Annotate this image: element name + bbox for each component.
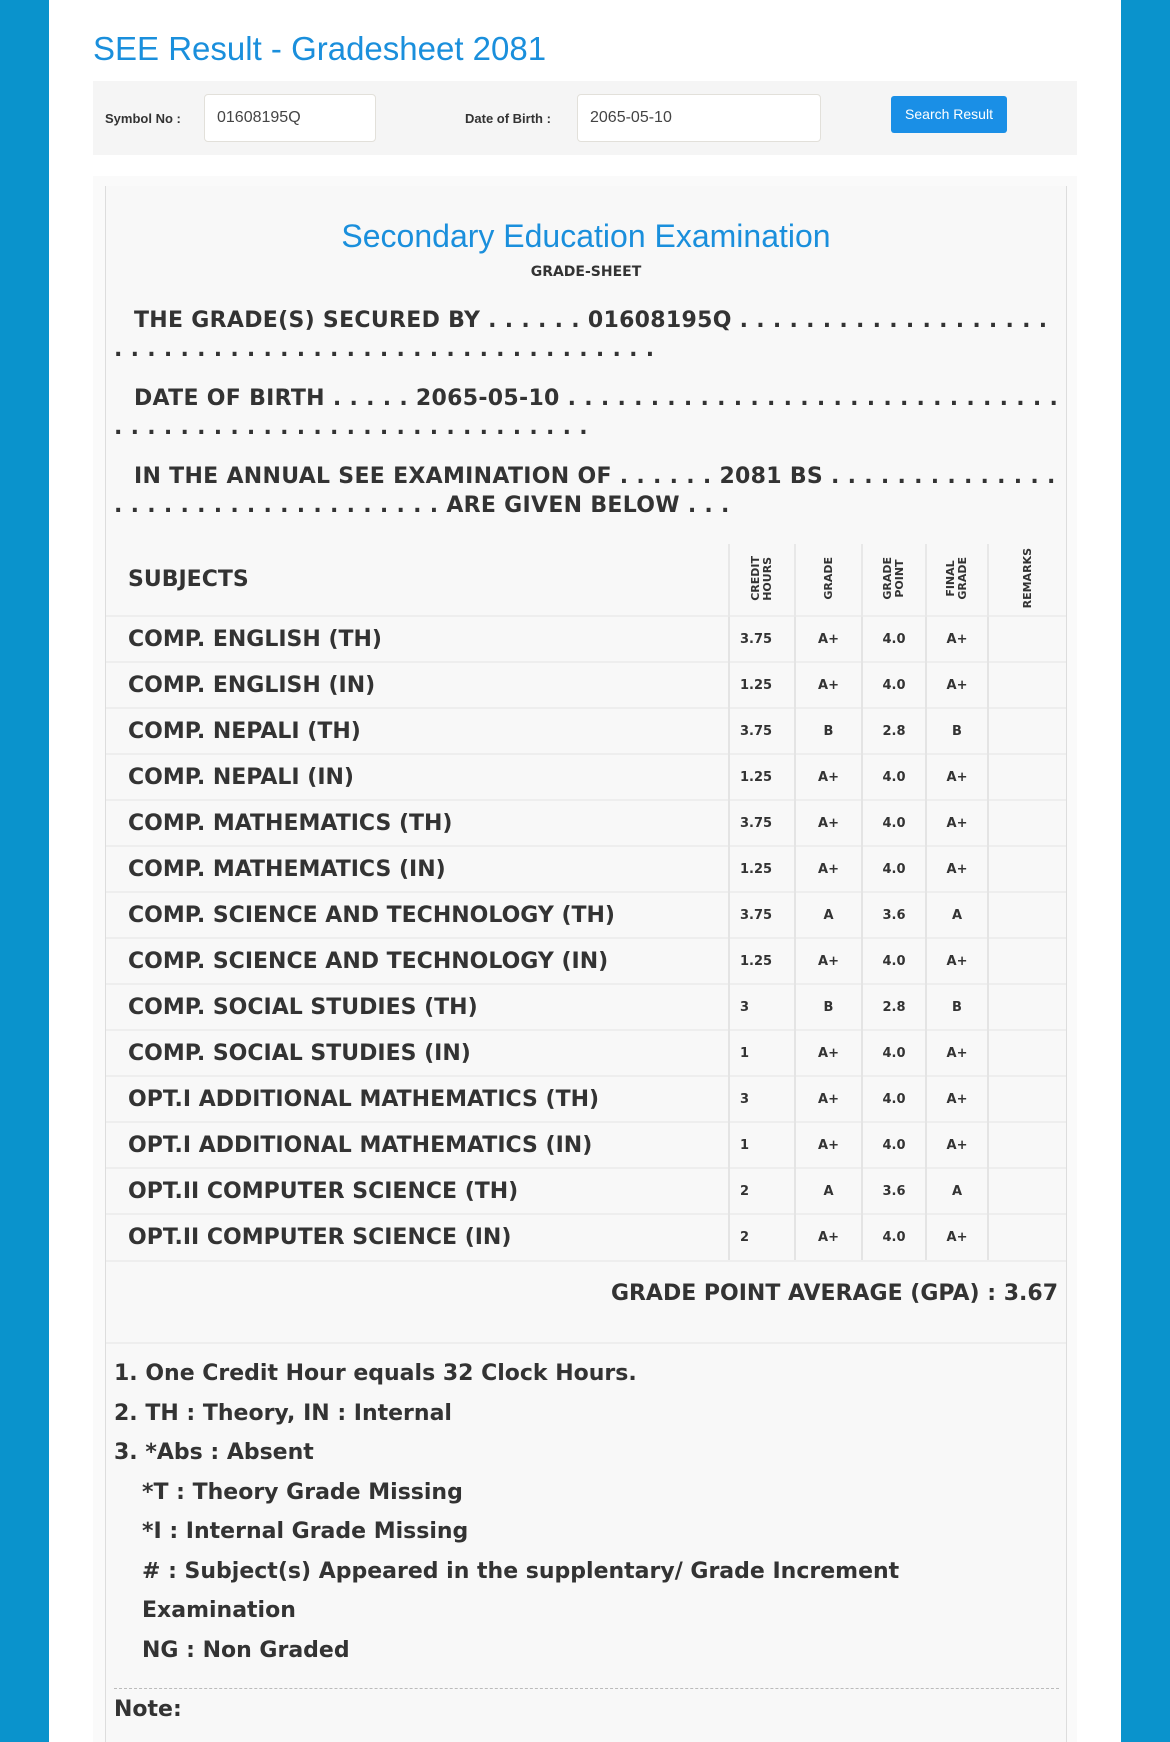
grade-cell: A+ [795, 800, 862, 846]
grade-cell: A+ [795, 938, 862, 984]
note-label: Note: [114, 1697, 182, 1723]
final-grade-cell: B [926, 708, 988, 754]
grade-point-cell: 4.0 [862, 800, 926, 846]
grade-cell: A+ [795, 662, 862, 708]
col-subjects: SUBJECTS [106, 544, 729, 616]
final-grade-cell: A [926, 892, 988, 938]
credit-hours-cell: 1.25 [729, 846, 795, 892]
note-item: 3. *Abs : Absent [114, 1440, 314, 1466]
subject-cell: COMP. SCIENCE AND TECHNOLOGY (IN) [106, 938, 729, 984]
credit-hours-cell: 3 [729, 984, 795, 1030]
grade-point-cell: 4.0 [862, 938, 926, 984]
grade-cell: A+ [795, 754, 862, 800]
grade-point-cell: 4.0 [862, 616, 926, 662]
final-grade-cell: A+ [926, 1030, 988, 1076]
table-row [106, 1076, 1066, 1122]
grade-cell: B [795, 984, 862, 1030]
subject-cell: COMP. ENGLISH (IN) [106, 662, 729, 708]
dob-line: DATE OF BIRTH . . . . . 2065-05-10 . . . . . . . . . . . . . . . . . . . . . . . . . . . . . . . . . . . . . . . . . . . . . . . . . . . . . . . . . . . [114, 386, 1059, 440]
legend-notes [106, 1342, 1066, 1680]
page-title: SEE Result - Gradesheet 2081 [93, 30, 547, 67]
gradesheet [93, 176, 1077, 1742]
subject-cell: OPT.I ADDITIONAL MATHEMATICS (IN) [106, 1122, 729, 1168]
remarks-cell [988, 1076, 1066, 1122]
remarks-cell [988, 1030, 1066, 1076]
subject-cell: OPT.II COMPUTER SCIENCE (TH) [106, 1168, 729, 1214]
grade-point-cell: 3.6 [862, 892, 926, 938]
credit-hours-cell: 3 [729, 1076, 795, 1122]
note-item: NG : Non Graded [142, 1637, 350, 1663]
grade-point-cell: 4.0 [862, 846, 926, 892]
credit-hours-cell: 1 [729, 1122, 795, 1168]
grade-point-cell: 4.0 [862, 1030, 926, 1076]
credit-hours-cell: 1.25 [729, 938, 795, 984]
table-row [106, 800, 1066, 846]
subject-cell: OPT.II COMPUTER SCIENCE (IN) [106, 1214, 729, 1260]
credit-hours-cell: 2 [729, 1214, 795, 1260]
final-grade-cell: A+ [926, 1076, 988, 1122]
grade-cell: B [795, 708, 862, 754]
table-row [106, 662, 1066, 708]
final-grade-cell: A+ [926, 938, 988, 984]
search-form [93, 81, 1077, 155]
final-grade-cell: A [926, 1168, 988, 1214]
exam-line: IN THE ANNUAL SEE EXAMINATION OF . . . . . . 2081 BS . . . . . . . . . . . . . . . . . . . . . . . . . . . . . . . . . . ARE GIVEN BELOW . . . [114, 464, 1056, 518]
final-grade-cell: A+ [926, 754, 988, 800]
table-row [106, 846, 1066, 892]
grade-cell: A [795, 1168, 862, 1214]
divider [114, 1688, 1059, 1689]
final-grade-cell: B [926, 984, 988, 1030]
symbol-label: Symbol No : [105, 111, 181, 126]
subject-cell: COMP. NEPALI (IN) [106, 754, 729, 800]
remarks-cell [988, 616, 1066, 662]
note-item: *T : Theory Grade Missing [142, 1479, 463, 1505]
note-item: 1. One Credit Hour equals 32 Clock Hours. [114, 1361, 637, 1387]
remarks-cell [988, 1122, 1066, 1168]
grade-point-cell: 4.0 [862, 1076, 926, 1122]
grade-cell: A+ [795, 1076, 862, 1122]
dob-input[interactable]: 2065-05-10 [577, 94, 821, 142]
credit-hours-cell: 2 [729, 1168, 795, 1214]
grade-point-cell: 4.0 [862, 1122, 926, 1168]
subject-cell: COMP. NEPALI (TH) [106, 708, 729, 754]
final-grade-cell: A+ [926, 846, 988, 892]
grade-cell: A+ [795, 1122, 862, 1168]
remarks-cell [988, 662, 1066, 708]
table-row [106, 1122, 1066, 1168]
dob-label: Date of Birth : [465, 111, 551, 126]
remarks-cell [988, 938, 1066, 984]
remarks-cell [988, 892, 1066, 938]
final-grade-cell: A+ [926, 800, 988, 846]
table-row [106, 984, 1066, 1030]
gpa: GRADE POINT AVERAGE (GPA) : 3.67 [106, 1260, 1066, 1342]
search-result-button[interactable]: Search Result [891, 96, 1007, 133]
grade-point-cell: 2.8 [862, 708, 926, 754]
grade-point-cell: 4.0 [862, 754, 926, 800]
table-row [106, 1214, 1066, 1260]
grade-point-cell: 3.6 [862, 1168, 926, 1214]
subject-cell: COMP. SOCIAL STUDIES (TH) [106, 984, 729, 1030]
remarks-cell [988, 1168, 1066, 1214]
credit-hours-cell: 3.75 [729, 892, 795, 938]
remarks-cell [988, 984, 1066, 1030]
subject-cell: OPT.I ADDITIONAL MATHEMATICS (TH) [106, 1076, 729, 1122]
page [49, 0, 1121, 1742]
col-grade: GRADE [821, 556, 835, 600]
remarks-cell [988, 800, 1066, 846]
note-item: *I : Internal Grade Missing [142, 1519, 469, 1545]
subject-cell: COMP. MATHEMATICS (IN) [106, 846, 729, 892]
grade-cell: A+ [795, 616, 862, 662]
credit-hours-cell: 1.25 [729, 662, 795, 708]
note-item: 2. TH : Theory, IN : Internal [114, 1400, 452, 1426]
col-remarks: REMARKS [1020, 548, 1034, 609]
subject-cell: COMP. MATHEMATICS (TH) [106, 800, 729, 846]
final-grade-cell: A+ [926, 1214, 988, 1260]
grade-cell: A [795, 892, 862, 938]
note-item: # : Subject(s) Appeared in the supplentary/ Grade Increment Examination [142, 1558, 900, 1624]
grade-cell: A+ [795, 846, 862, 892]
table-row [106, 616, 1066, 662]
grade-cell: A+ [795, 1214, 862, 1260]
grade-point-cell: 4.0 [862, 1214, 926, 1260]
final-grade-cell: A+ [926, 1122, 988, 1168]
grade-point-cell: 2.8 [862, 984, 926, 1030]
subject-cell: COMP. SCIENCE AND TECHNOLOGY (TH) [106, 892, 729, 938]
exam-heading: Secondary Education Examination [341, 218, 831, 254]
table-row [106, 892, 1066, 938]
final-grade-cell: A+ [926, 662, 988, 708]
table-row [106, 708, 1066, 754]
grades-table [106, 544, 1066, 1260]
grade-cell: A+ [795, 1030, 862, 1076]
remarks-cell [988, 754, 1066, 800]
subject-cell: COMP. SOCIAL STUDIES (IN) [106, 1030, 729, 1076]
remarks-cell [988, 708, 1066, 754]
credit-hours-cell: 3.75 [729, 800, 795, 846]
table-row [106, 1168, 1066, 1214]
credit-hours-cell: 1 [729, 1030, 795, 1076]
col-credit-hours: CREDIT HOURS [749, 555, 774, 601]
table-row [106, 754, 1066, 800]
remarks-cell [988, 846, 1066, 892]
remarks-cell [988, 1214, 1066, 1260]
credit-hours-cell: 3.75 [729, 708, 795, 754]
credit-hours-cell: 3.75 [729, 616, 795, 662]
col-grade-point: GRADE POINT [881, 556, 906, 600]
final-grade-cell: A+ [926, 616, 988, 662]
table-row [106, 938, 1066, 984]
credit-hours-cell: 1.25 [729, 754, 795, 800]
gradesheet-subheading: GRADE-SHEET [530, 264, 642, 280]
col-final-grade: FINAL GRADE [944, 556, 969, 600]
subject-cell: COMP. ENGLISH (TH) [106, 616, 729, 662]
symbol-input[interactable]: 01608195Q [204, 94, 376, 142]
secured-by-line: THE GRADE(S) SECURED BY . . . . . . 01608195Q . . . . . . . . . . . . . . . . . . . . . . . . . . . . . . . . . . . . . . . . . . . . . . . . . . . . [114, 308, 1048, 362]
table-row [106, 1030, 1066, 1076]
grade-point-cell: 4.0 [862, 662, 926, 708]
